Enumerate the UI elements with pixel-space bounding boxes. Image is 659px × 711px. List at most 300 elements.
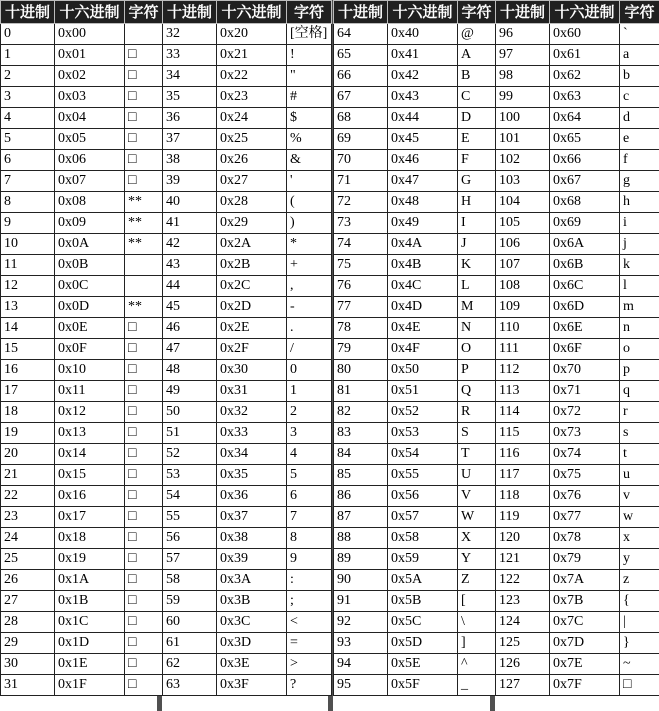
hex-cell: 0x69	[550, 213, 620, 234]
char-cell: '	[287, 171, 332, 192]
char-cell: □	[125, 654, 163, 675]
table-row	[1, 465, 163, 486]
hex-cell: 0x23	[217, 87, 287, 108]
char-header: 字符	[458, 1, 496, 24]
decimal-cell: 119	[496, 507, 550, 528]
table-row	[1, 108, 163, 129]
decimal-cell: 36	[163, 108, 217, 129]
decimal-cell: 23	[1, 507, 55, 528]
decimal-cell: 88	[334, 528, 388, 549]
hex-cell: 0x18	[55, 528, 125, 549]
hex-cell: 0x50	[388, 360, 458, 381]
table-row	[334, 654, 496, 675]
decimal-cell: 11	[1, 255, 55, 276]
table-row	[163, 87, 332, 108]
table-row	[334, 66, 496, 87]
hex-cell: 0x6F	[550, 339, 620, 360]
table-row	[334, 570, 496, 591]
decimal-cell: 52	[163, 444, 217, 465]
hex-cell: 0x12	[55, 402, 125, 423]
table-row	[496, 507, 659, 528]
decimal-cell: 96	[496, 24, 550, 45]
table-row	[163, 507, 332, 528]
hex-cell: 0x7A	[550, 570, 620, 591]
hex-cell: 0x3E	[217, 654, 287, 675]
hex-cell: 0x66	[550, 150, 620, 171]
hex-cell: 0x62	[550, 66, 620, 87]
hex-cell: 0x22	[217, 66, 287, 87]
table-row	[496, 381, 659, 402]
hex-cell: 0x17	[55, 507, 125, 528]
decimal-cell: 121	[496, 549, 550, 570]
decimal-cell: 20	[1, 444, 55, 465]
table-row	[1, 129, 163, 150]
char-cell: n	[620, 318, 659, 339]
char-cell: C	[458, 87, 496, 108]
hex-cell: 0x2F	[217, 339, 287, 360]
decimal-cell: 25	[1, 549, 55, 570]
decimal-cell: 32	[163, 24, 217, 45]
decimal-cell: 38	[163, 150, 217, 171]
decimal-cell: 104	[496, 192, 550, 213]
char-cell: I	[458, 213, 496, 234]
table-row	[163, 150, 332, 171]
hex-cell: 0x03	[55, 87, 125, 108]
hex-cell: 0x09	[55, 213, 125, 234]
char-cell: l	[620, 276, 659, 297]
hex-cell: 0x5F	[388, 675, 458, 696]
decimal-cell: 105	[496, 213, 550, 234]
char-cell: g	[620, 171, 659, 192]
hex-cell: 0x1E	[55, 654, 125, 675]
hex-cell: 0x42	[388, 66, 458, 87]
table-row	[1, 339, 163, 360]
hex-cell: 0x2C	[217, 276, 287, 297]
header-row	[334, 1, 496, 24]
table-row	[1, 570, 163, 591]
decimal-cell: 94	[334, 654, 388, 675]
hex-cell: 0x7D	[550, 633, 620, 654]
table-row	[334, 360, 496, 381]
char-cell: **	[125, 213, 163, 234]
decimal-header: 十进制	[1, 1, 55, 24]
decimal-cell: 19	[1, 423, 55, 444]
hex-cell: 0x21	[217, 45, 287, 66]
decimal-cell: 102	[496, 150, 550, 171]
table-row	[1, 276, 163, 297]
decimal-cell: 73	[334, 213, 388, 234]
hex-cell: 0x0F	[55, 339, 125, 360]
table-row	[334, 339, 496, 360]
char-cell: 8	[287, 528, 332, 549]
decimal-cell: 83	[334, 423, 388, 444]
decimal-cell: 95	[334, 675, 388, 696]
hex-cell: 0x68	[550, 192, 620, 213]
table-row	[334, 45, 496, 66]
decimal-cell: 66	[334, 66, 388, 87]
table-row	[334, 24, 496, 45]
table-row	[163, 444, 332, 465]
hex-cell: 0x1C	[55, 612, 125, 633]
char-cell: #	[287, 87, 332, 108]
decimal-cell: 120	[496, 528, 550, 549]
hex-cell: 0x05	[55, 129, 125, 150]
hex-cell: 0x4D	[388, 297, 458, 318]
hex-cell: 0x5E	[388, 654, 458, 675]
char-cell: p	[620, 360, 659, 381]
hex-cell: 0x44	[388, 108, 458, 129]
table-row	[163, 423, 332, 444]
table-row	[1, 507, 163, 528]
hex-cell: 0x26	[217, 150, 287, 171]
header-row	[1, 1, 163, 24]
char-cell: □	[125, 87, 163, 108]
char-cell: D	[458, 108, 496, 129]
char-cell: U	[458, 465, 496, 486]
char-cell: f	[620, 150, 659, 171]
table-row	[496, 150, 659, 171]
char-cell: \	[458, 612, 496, 633]
table-row	[1, 654, 163, 675]
decimal-cell: 1	[1, 45, 55, 66]
decimal-cell: 123	[496, 591, 550, 612]
decimal-cell: 74	[334, 234, 388, 255]
table-row	[334, 486, 496, 507]
char-cell: J	[458, 234, 496, 255]
char-cell: E	[458, 129, 496, 150]
table-row	[1, 234, 163, 255]
decimal-cell: 28	[1, 612, 55, 633]
table-row	[1, 381, 163, 402]
char-cell: )	[287, 213, 332, 234]
decimal-cell: 87	[334, 507, 388, 528]
char-cell: !	[287, 45, 332, 66]
table-row	[163, 171, 332, 192]
decimal-cell: 30	[1, 654, 55, 675]
char-cell: X	[458, 528, 496, 549]
hex-cell: 0x71	[550, 381, 620, 402]
char-cell: □	[125, 402, 163, 423]
char-cell: b	[620, 66, 659, 87]
header-row	[496, 1, 659, 24]
table-row	[1, 675, 163, 696]
hex-header: 十六进制	[217, 1, 287, 24]
table-row	[496, 402, 659, 423]
char-header: 字符	[287, 1, 332, 24]
table-row	[163, 192, 332, 213]
decimal-cell: 111	[496, 339, 550, 360]
hex-header: 十六进制	[55, 1, 125, 24]
hex-cell: 0x59	[388, 549, 458, 570]
char-cell	[125, 24, 163, 45]
table-row	[1, 633, 163, 654]
decimal-cell: 113	[496, 381, 550, 402]
table-row	[163, 45, 332, 66]
decimal-cell: 26	[1, 570, 55, 591]
table-row	[163, 654, 332, 675]
hex-cell: 0x7F	[550, 675, 620, 696]
char-cell: □	[125, 591, 163, 612]
table-row	[163, 381, 332, 402]
table-row	[334, 276, 496, 297]
table-row	[496, 423, 659, 444]
char-cell: □	[125, 570, 163, 591]
table-row	[334, 234, 496, 255]
table-row	[334, 108, 496, 129]
hex-cell: 0x1A	[55, 570, 125, 591]
hex-cell: 0x61	[550, 45, 620, 66]
char-cell: c	[620, 87, 659, 108]
ascii-block-1	[0, 0, 163, 696]
char-cell: S	[458, 423, 496, 444]
table-row	[1, 297, 163, 318]
decimal-cell: 2	[1, 66, 55, 87]
char-cell: □	[125, 675, 163, 696]
decimal-cell: 72	[334, 192, 388, 213]
char-cell: 3	[287, 423, 332, 444]
char-cell: □	[125, 360, 163, 381]
char-cell: W	[458, 507, 496, 528]
header-row	[163, 1, 332, 24]
char-cell: □	[125, 150, 163, 171]
table-row	[334, 465, 496, 486]
decimal-header: 十进制	[334, 1, 388, 24]
decimal-cell: 75	[334, 255, 388, 276]
char-cell: P	[458, 360, 496, 381]
decimal-cell: 29	[1, 633, 55, 654]
hex-cell: 0x0E	[55, 318, 125, 339]
char-cell: +	[287, 255, 332, 276]
hex-cell: 0x53	[388, 423, 458, 444]
decimal-cell: 65	[334, 45, 388, 66]
decimal-cell: 6	[1, 150, 55, 171]
char-cell: *	[287, 234, 332, 255]
char-cell: □	[125, 381, 163, 402]
char-cell: **	[125, 297, 163, 318]
decimal-cell: 115	[496, 423, 550, 444]
table-row	[496, 339, 659, 360]
hex-cell: 0x35	[217, 465, 287, 486]
hex-cell: 0x3A	[217, 570, 287, 591]
char-cell	[125, 276, 163, 297]
decimal-cell: 116	[496, 444, 550, 465]
table-row	[496, 318, 659, 339]
table-row	[334, 549, 496, 570]
hex-cell: 0x15	[55, 465, 125, 486]
hex-cell: 0x24	[217, 108, 287, 129]
hex-cell: 0x2B	[217, 255, 287, 276]
decimal-cell: 91	[334, 591, 388, 612]
table-row	[496, 654, 659, 675]
decimal-cell: 35	[163, 87, 217, 108]
table-row	[163, 255, 332, 276]
hex-cell: 0x27	[217, 171, 287, 192]
decimal-cell: 79	[334, 339, 388, 360]
decimal-cell: 41	[163, 213, 217, 234]
table-row	[334, 255, 496, 276]
table-row	[496, 45, 659, 66]
decimal-cell: 34	[163, 66, 217, 87]
char-cell: (	[287, 192, 332, 213]
table-row	[163, 465, 332, 486]
hex-cell: 0x77	[550, 507, 620, 528]
char-cell: □	[125, 423, 163, 444]
hex-cell: 0x60	[550, 24, 620, 45]
decimal-cell: 60	[163, 612, 217, 633]
table-row	[496, 213, 659, 234]
decimal-cell: 10	[1, 234, 55, 255]
table-row	[163, 297, 332, 318]
char-cell: ,	[287, 276, 332, 297]
decimal-cell: 127	[496, 675, 550, 696]
char-cell: □	[125, 633, 163, 654]
char-cell: M	[458, 297, 496, 318]
hex-cell: 0x33	[217, 423, 287, 444]
table-row	[1, 45, 163, 66]
decimal-header: 十进制	[496, 1, 550, 24]
table-row	[163, 633, 332, 654]
table-row	[334, 297, 496, 318]
hex-cell: 0x43	[388, 87, 458, 108]
hex-cell: 0x2E	[217, 318, 287, 339]
char-cell: -	[287, 297, 332, 318]
table-row	[496, 66, 659, 87]
hex-cell: 0x3D	[217, 633, 287, 654]
table-row	[1, 444, 163, 465]
decimal-cell: 71	[334, 171, 388, 192]
table-row	[163, 549, 332, 570]
table-row	[1, 486, 163, 507]
char-header: 字符	[125, 1, 163, 24]
table-row	[496, 675, 659, 696]
hex-cell: 0x4A	[388, 234, 458, 255]
char-cell: G	[458, 171, 496, 192]
char-cell: 6	[287, 486, 332, 507]
table-row	[496, 612, 659, 633]
char-cell: □	[125, 465, 163, 486]
char-cell: "	[287, 66, 332, 87]
char-cell: 2	[287, 402, 332, 423]
table-row	[496, 465, 659, 486]
decimal-cell: 112	[496, 360, 550, 381]
hex-cell: 0x32	[217, 402, 287, 423]
hex-cell: 0x11	[55, 381, 125, 402]
char-cell: u	[620, 465, 659, 486]
char-cell: Y	[458, 549, 496, 570]
table-row	[496, 24, 659, 45]
decimal-cell: 62	[163, 654, 217, 675]
table-row	[334, 171, 496, 192]
hex-cell: 0x6C	[550, 276, 620, 297]
decimal-cell: 82	[334, 402, 388, 423]
char-cell: r	[620, 402, 659, 423]
char-cell: □	[125, 612, 163, 633]
char-cell: <	[287, 612, 332, 633]
hex-cell: 0x6E	[550, 318, 620, 339]
table-row	[496, 171, 659, 192]
char-cell: □	[125, 129, 163, 150]
decimal-cell: 51	[163, 423, 217, 444]
decimal-cell: 9	[1, 213, 55, 234]
decimal-cell: 92	[334, 612, 388, 633]
hex-cell: 0x73	[550, 423, 620, 444]
char-cell: ~	[620, 654, 659, 675]
decimal-cell: 126	[496, 654, 550, 675]
decimal-cell: 109	[496, 297, 550, 318]
char-cell: &	[287, 150, 332, 171]
char-cell	[125, 255, 163, 276]
decimal-cell: 0	[1, 24, 55, 45]
char-cell: □	[125, 528, 163, 549]
decimal-cell: 47	[163, 339, 217, 360]
hex-cell: 0x41	[388, 45, 458, 66]
decimal-cell: 58	[163, 570, 217, 591]
char-cell: □	[125, 318, 163, 339]
hex-cell: 0x74	[550, 444, 620, 465]
decimal-cell: 21	[1, 465, 55, 486]
decimal-cell: 18	[1, 402, 55, 423]
table-row	[163, 318, 332, 339]
char-cell: □	[125, 171, 163, 192]
table-row	[1, 150, 163, 171]
hex-cell: 0x56	[388, 486, 458, 507]
table-row	[334, 381, 496, 402]
hex-cell: 0x55	[388, 465, 458, 486]
char-cell: t	[620, 444, 659, 465]
hex-cell: 0x16	[55, 486, 125, 507]
hex-cell: 0x7C	[550, 612, 620, 633]
char-cell: 1	[287, 381, 332, 402]
table-row	[1, 192, 163, 213]
table-row	[334, 318, 496, 339]
hex-cell: 0x3B	[217, 591, 287, 612]
hex-cell: 0x19	[55, 549, 125, 570]
decimal-cell: 45	[163, 297, 217, 318]
char-cell: a	[620, 45, 659, 66]
char-cell: k	[620, 255, 659, 276]
hex-cell: 0x48	[388, 192, 458, 213]
ascii-block-4	[495, 0, 659, 696]
char-cell: o	[620, 339, 659, 360]
decimal-cell: 110	[496, 318, 550, 339]
decimal-cell: 48	[163, 360, 217, 381]
decimal-cell: 27	[1, 591, 55, 612]
hex-cell: 0x39	[217, 549, 287, 570]
decimal-cell: 77	[334, 297, 388, 318]
hex-cell: 0x25	[217, 129, 287, 150]
char-cell: H	[458, 192, 496, 213]
char-cell: v	[620, 486, 659, 507]
decimal-cell: 15	[1, 339, 55, 360]
hex-cell: 0x79	[550, 549, 620, 570]
table-row	[334, 528, 496, 549]
char-cell: |	[620, 612, 659, 633]
hex-cell: 0x40	[388, 24, 458, 45]
decimal-cell: 12	[1, 276, 55, 297]
hex-cell: 0x52	[388, 402, 458, 423]
char-cell: >	[287, 654, 332, 675]
table-row	[496, 633, 659, 654]
table-row	[163, 612, 332, 633]
char-cell: q	[620, 381, 659, 402]
hex-cell: 0x02	[55, 66, 125, 87]
char-cell: □	[125, 66, 163, 87]
char-cell: Z	[458, 570, 496, 591]
decimal-cell: 64	[334, 24, 388, 45]
decimal-cell: 90	[334, 570, 388, 591]
hex-cell: 0x5A	[388, 570, 458, 591]
hex-cell: 0x08	[55, 192, 125, 213]
